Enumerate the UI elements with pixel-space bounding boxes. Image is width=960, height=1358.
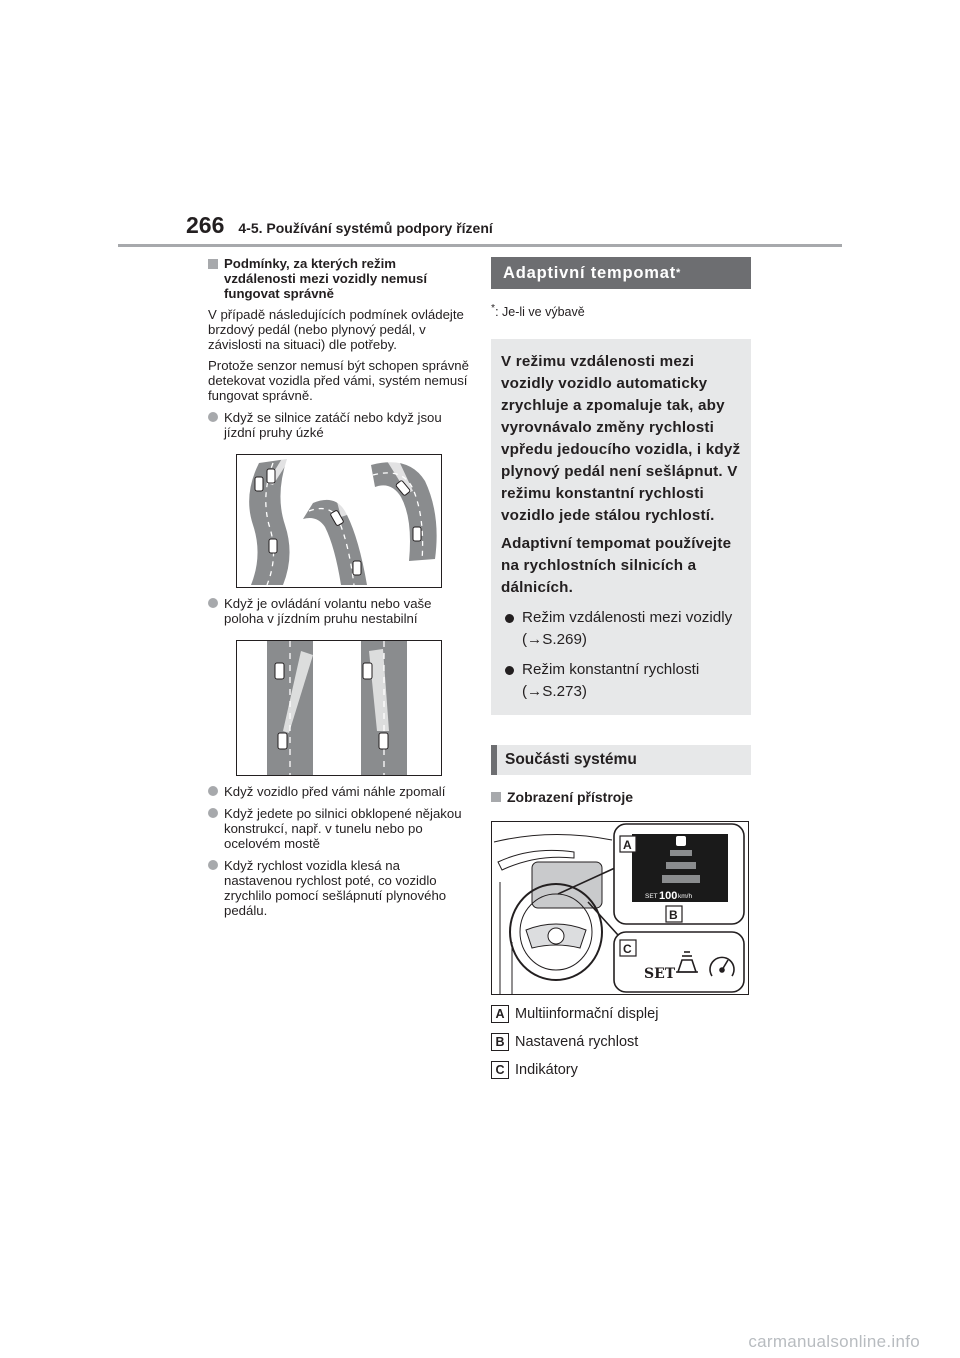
section-title: Podmínky, za kterých režim vzdálenosti mezi vozidly nemusí fungovat správně (224, 256, 427, 301)
legend-item: C Indikátory (491, 1061, 751, 1079)
mode-item: Režim vzdálenosti mezi vozidly (→S.269) (501, 607, 741, 651)
circle-bullet-icon (208, 860, 218, 870)
bullet-dot-icon (505, 666, 514, 675)
watermark: carmanualsonline.info (748, 1332, 920, 1351)
intro-paragraph: Adaptivní tempomat používejte na rychlostních silnicích a dálnicích. (501, 535, 732, 597)
set-indicator: SET (644, 966, 676, 983)
curved-road-illustration (236, 454, 442, 588)
page-reference: (→S.269) (522, 631, 587, 649)
page-header (186, 212, 493, 246)
header-rule (118, 244, 842, 247)
bullet-item: Když rychlost vozidla klesá na nastavenou rychlost poté, co vozidlo zrychlilo pomocí sešlápnutí plynového pedálu. (208, 858, 470, 918)
bullet-item: Když se silnice zatáčí nebo když jsou jízdní pruhy úzké (208, 410, 470, 440)
components-heading: Součásti systému (491, 745, 751, 775)
legend-item: A Multiinformační displej (491, 1005, 751, 1023)
display-section-heading: Zobrazení přístroje (491, 789, 751, 805)
section-title-bar (491, 257, 751, 289)
chapter-title: 4-5. Používání systémů podpory řízení (238, 220, 493, 236)
set-small-label: SET (645, 893, 658, 901)
legend-key: B (491, 1033, 509, 1051)
set-speed-value: 100 (659, 890, 678, 903)
square-bullet-icon (491, 792, 501, 802)
callout-c-label: C (623, 942, 632, 957)
section-heading (208, 256, 470, 301)
callout-a-label: A (623, 838, 632, 853)
legend-key: A (491, 1005, 509, 1023)
footnote: *: Je-li ve výbavě (491, 303, 585, 320)
bullet-item: Když jedete po silnici obklopené nějakou konstrukcí, např. v tunelu nebo po ocelovém mostě (208, 806, 470, 851)
instrument-cluster-illustration (491, 821, 749, 995)
bullet-dot-icon (505, 614, 514, 623)
callout-b-label: B (669, 908, 678, 923)
paragraph: Protože senzor nemusí být schopen správně detekovat vozidla před vámi, systém nemusí fungovat správně. (208, 358, 469, 403)
circle-bullet-icon (208, 786, 218, 796)
section-title: Adaptivní tempomat (503, 263, 676, 282)
legend-item: B Nastavená rychlost (491, 1033, 751, 1051)
circle-bullet-icon (208, 808, 218, 818)
bullet-item: Když je ovládání volantu nebo vaše poloha v jízdním pruhu nestabilní (208, 596, 470, 626)
page-reference: (→S.273) (522, 683, 587, 701)
square-bullet-icon (208, 259, 218, 269)
legend-key: C (491, 1061, 509, 1079)
speed-unit: km/h (678, 893, 693, 901)
intro-paragraph: V režimu vzdálenosti mezi vozidly vozidlo automaticky zrychluje a zpomaluje tak, aby vyrovnávalo změny rychlosti vpředu jedoucího vozidla, i když plynový pedál není sešlápnut. V režimu konstantní rychlosti vozidlo jede stálou rychlostí. (501, 353, 741, 525)
intro-box (491, 339, 751, 715)
page-number: 266 (186, 212, 225, 238)
paragraph: V případě následujících podmínek ovládejte brzdový pedál (nebo plynový pedál, v závislosti na situaci) dle potřeby. (208, 307, 464, 352)
unstable-lane-illustration (236, 640, 442, 776)
circle-bullet-icon (208, 412, 218, 422)
mode-item: Režim konstantní rychlosti (→S.273) (501, 659, 741, 703)
left-column (208, 256, 470, 918)
title-asterisk: * (676, 267, 682, 279)
right-column (491, 257, 751, 1079)
bullet-item: Když vozidlo před vámi náhle zpomalí (208, 784, 470, 799)
circle-bullet-icon (208, 598, 218, 608)
